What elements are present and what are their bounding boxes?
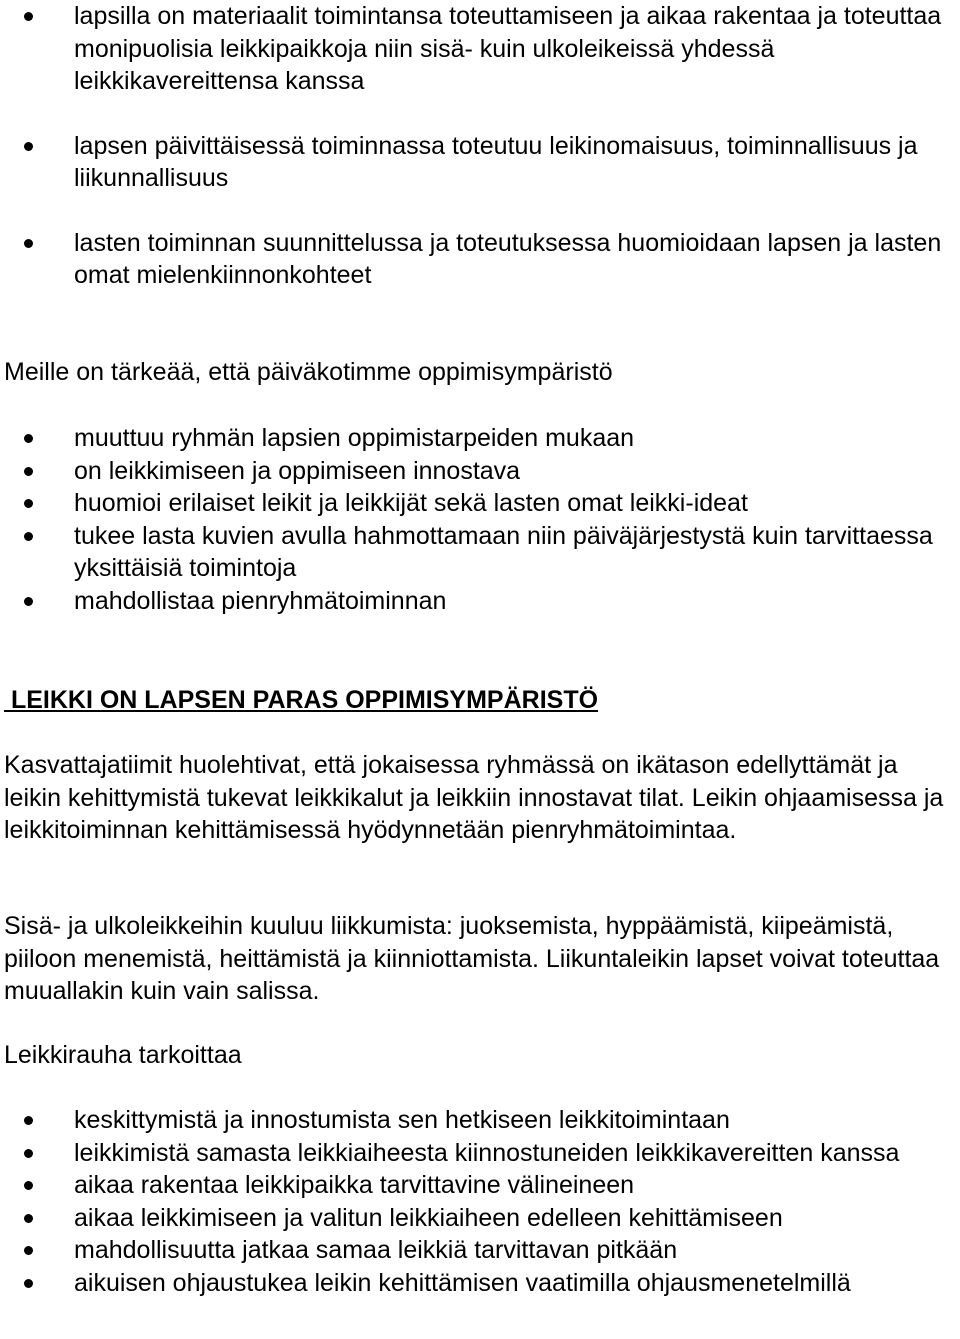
bullet-icon: [24, 499, 33, 508]
list-item: [0, 1234, 960, 1267]
bullet-icon: [24, 1116, 33, 1125]
bullet-icon: [24, 239, 33, 248]
list-item-text: keskittymistä ja innostumista sen hetkiseen leikkitoimintaan: [74, 1106, 730, 1134]
play-peace-intro: Leikkirauha tarkoittaa: [4, 1041, 242, 1069]
list-item-text: mahdollistaa pienryhmätoiminnan: [74, 586, 447, 615]
list-item: [0, 422, 960, 455]
bullet-icon: [24, 1246, 33, 1255]
list-item-text: aikaa rakentaa leikkipaikka tarvittavine välineineen: [74, 1171, 635, 1199]
list-item-text: leikkimistä samasta leikkiaiheesta kiinnostuneiden leikkikavereitten kanssa: [74, 1138, 900, 1167]
bullet-list-play-peace: [0, 1104, 960, 1299]
list-item-text: muuttuu ryhmän lapsien oppimistarpeiden mukaan: [74, 424, 635, 452]
list-item-text: lapsen päivittäisessä toiminnassa toteutuu leikinomaisuus, toiminnallisuus ja liikunnallisuus: [74, 131, 918, 192]
list-item-text: huomioi erilaiset leikit ja leikkijät sekä lasten omat leikki-ideat: [74, 489, 748, 517]
bullet-icon: [24, 12, 33, 21]
list-item-text: on leikkimiseen ja oppimiseen innostava: [74, 456, 521, 485]
bullet-icon: [24, 1149, 33, 1158]
list-item-text: aikaa leikkimiseen ja valitun leikkiaiheen edelleen kehittämiseen: [74, 1203, 783, 1232]
bullet-icon: [24, 597, 33, 606]
bullet-icon: [24, 532, 33, 541]
bullet-icon: [24, 1279, 33, 1288]
list-item-text: mahdollisuutta jatkaa samaa leikkiä tarvittavan pitkään: [74, 1236, 678, 1264]
list-item: [0, 1104, 960, 1137]
list-item: [0, 1202, 960, 1235]
list-item: [0, 227, 960, 292]
list-item: [0, 1169, 960, 1202]
list-item-text: lapsilla on materiaalit toimintansa toteuttamiseen ja aikaa rakentaa ja toteuttaa monipuolisia leikkipaikkoja niin sisä- kuin ulkoleikeissä yhdessä leikkikavereittensa kanssa: [74, 2, 942, 95]
bullet-list-environment: [0, 422, 960, 617]
bullet-list-materials: [0, 0, 960, 292]
list-item: [0, 585, 960, 618]
list-item-text: aikuisen ohjaustukea leikin kehittämisen vaatimilla ohjausmenetelmillä: [74, 1268, 851, 1297]
list-item: [0, 1137, 960, 1170]
paragraph-movement-play: Sisä- ja ulkoleikkeihin kuuluu liikkumista: juoksemista, hyppäämistä, kiipeämistä, piiloon menemistä, heittämistä ja kiinniottamista. Liikuntaleikin lapset voivat toteuttaa muuallakin kuin vain salissa.: [4, 912, 940, 1005]
section-heading: LEIKKI ON LAPSEN PARAS OPPIMISYMPÄRISTÖ: [4, 686, 599, 714]
list-item: [0, 1267, 960, 1300]
list-item: [0, 0, 960, 98]
list-item: [0, 455, 960, 488]
bullet-icon: [24, 1214, 33, 1223]
list-item-text: tukee lasta kuvien avulla hahmottamaan niin päiväjärjestystä kuin tarvittaessa yksittäisiä toimintoja: [74, 521, 933, 582]
list-item: [0, 130, 960, 195]
bullet-icon: [24, 142, 33, 151]
bullet-icon: [24, 434, 33, 443]
list-item: [0, 520, 960, 585]
list-item-text: lasten toiminnan suunnittelussa ja toteutuksessa huomioidaan lapsen ja lasten omat mielenkiinnonkohteet: [74, 228, 942, 289]
learning-environment-intro: Meille on tärkeää, että päiväkotimme oppimisympäristö: [4, 358, 613, 386]
bullet-icon: [24, 467, 33, 476]
list-item: [0, 487, 960, 520]
bullet-icon: [24, 1181, 33, 1190]
paragraph-educator-teams: Kasvattajatiimit huolehtivat, että jokaisessa ryhmässä on ikätason edellyttämät ja leikin kehittymistä tukevat leikkikalut ja leikkiin innostavat tilat. Leikin ohjaamisessa ja leikkitoiminnan kehittämisessä hyödynnetään pienryhmätoimintaa.: [4, 751, 944, 844]
